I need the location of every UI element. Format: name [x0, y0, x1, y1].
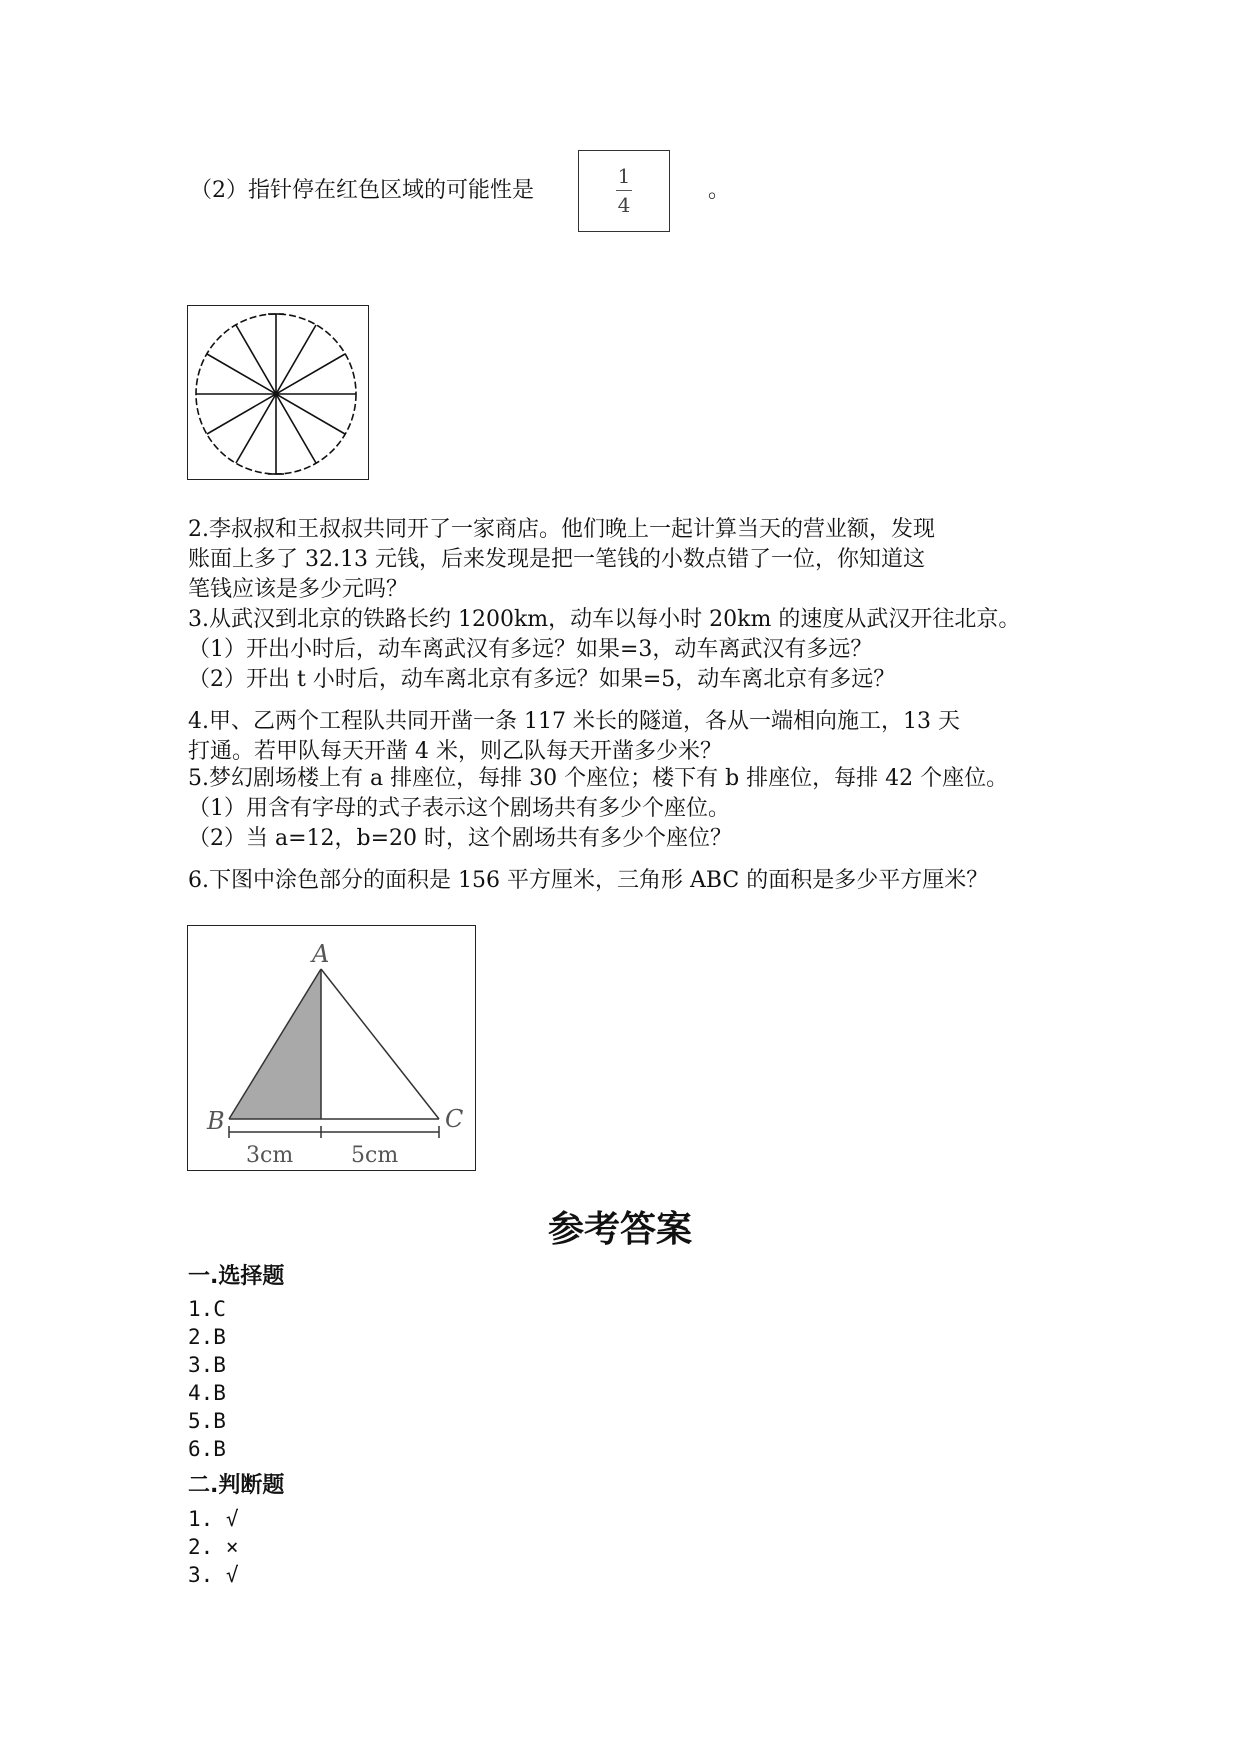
q3-line-3: （2）开出 t 小时后，动车离北京有多远？如果=5，动车离北京有多远？: [188, 667, 896, 692]
q6-line-1: 6.下图中涂色部分的面积是 156 平方厘米，三角形 ABC 的面积是多少平方厘米？: [188, 868, 989, 893]
vertex-label-a: A: [312, 940, 330, 968]
q4-line-2: 打通。若甲队每天开凿 4 米，则乙队每天开凿多少米？: [188, 739, 722, 764]
fraction-numerator: 1: [617, 164, 631, 188]
fraction-bar: [616, 190, 632, 191]
triangle-figure: [187, 925, 476, 1171]
answer-fraction-box: [578, 150, 670, 232]
question-6: [188, 866, 988, 896]
spinner-figure: [187, 305, 369, 480]
answer-item: 6.B: [188, 1437, 226, 1461]
answer-item: 3. √: [188, 1563, 239, 1587]
q4-line-1: 4.甲、乙两个工程队共同开凿一条 117 米长的隧道，各从一端相向施工，13 天: [188, 709, 960, 734]
answer-item: 2.B: [188, 1325, 226, 1349]
q5-line-2: （1）用含有字母的式子表示这个剧场共有多少个座位。: [188, 796, 730, 821]
question-3: [188, 605, 1020, 695]
section-2-answers: [188, 1505, 239, 1589]
section-1-answers: [188, 1295, 226, 1463]
answers-title: 参考答案: [547, 1209, 692, 1250]
dim-label-right: 5cm: [351, 1143, 399, 1168]
q3-line-1: 3.从武汉到北京的铁路长约 1200km，动车以每小时 20km 的速度从武汉开往北京。: [188, 607, 1021, 632]
q3-line-2: （1）开出小时后，动车离武汉有多远？如果=3，动车离武汉有多远？: [188, 637, 873, 662]
answer-item: 4.B: [188, 1381, 226, 1405]
section-1-heading: 一.选择题: [188, 1264, 285, 1289]
vertex-label-b: B: [207, 1107, 225, 1135]
answer-item: 1.C: [188, 1297, 226, 1321]
q2-line-3: 笔钱应该是多少元吗？: [188, 577, 409, 602]
answer-item: 2. ×: [188, 1535, 239, 1559]
vertex-label-c: C: [445, 1105, 464, 1133]
q1-part2-suffix: 。: [708, 178, 731, 203]
dim-label-left: 3cm: [246, 1143, 294, 1168]
answer-fraction: [579, 165, 669, 216]
q2-line-1: 2.李叔叔和王叔叔共同开了一家商店。他们晚上一起计算当天的营业额，发现: [188, 517, 935, 542]
answer-item: 5.B: [188, 1409, 226, 1433]
q5-line-1: 5.梦幻剧场楼上有 a 排座位，每排 30 个座位；楼下有 b 排座位，每排 42 个座位。: [188, 766, 1009, 791]
answer-item: 3.B: [188, 1353, 226, 1377]
section-2-heading: 二.判断题: [188, 1473, 285, 1498]
fraction-denominator: 4: [617, 193, 631, 217]
answer-item: 1. √: [188, 1507, 239, 1531]
q5-line-3: （2）当 a=12，b=20 时，这个剧场共有多少个座位？: [188, 826, 733, 851]
q1-part2-text: （2）指针停在红色区域的可能性是: [190, 178, 534, 203]
question-5: [188, 764, 1008, 854]
spinner-wheel-diagram: [188, 306, 370, 481]
triangle-abc-diagram: [188, 926, 477, 1172]
q2-line-2: 账面上多了 32.13 元钱，后来发现是把一笔钱的小数点错了一位，你知道这: [188, 547, 925, 572]
question-4: [188, 707, 960, 767]
question-2: [188, 515, 935, 605]
